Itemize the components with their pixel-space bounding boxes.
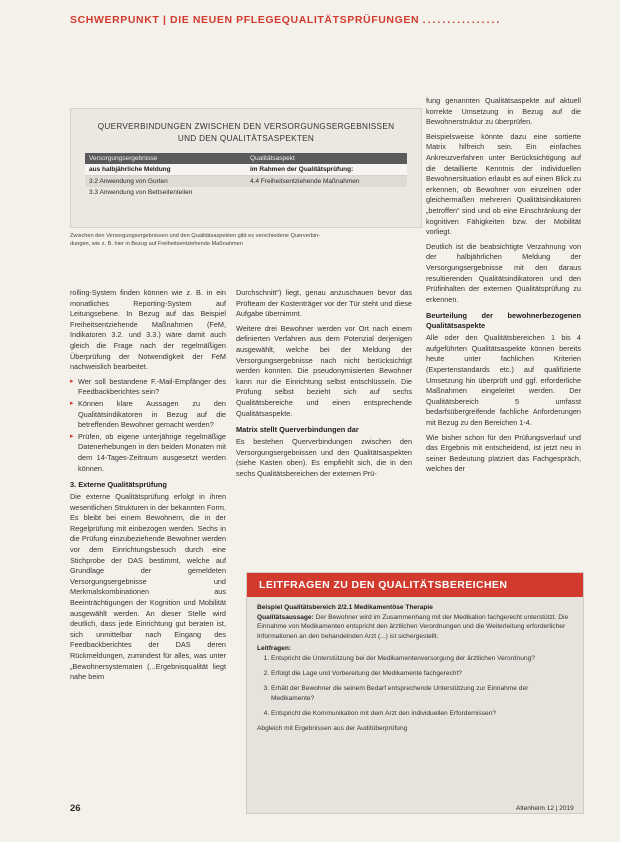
body-paragraph: Alle oder den Qualitätsbereichen 1 bis 4 aufgeführten Qualitätsaspekte können bereits heute unter fachlichen Kriterien (Expertenstandards etc.) auf qualifizierte Umsetzung hin überprüft und ggf. erforderliche Maßnahmen eingeleitet werden. Der Qualitätsbereich 5 umfasst bedarfsübergreifende fachliche Anforderungen mit Bezug zu den Bereichen 1-4.: [426, 333, 581, 428]
table-row: [85, 176, 407, 187]
middle-column: [236, 288, 412, 484]
table-cell: 3.3 Anwendung von Bettseitenteilen: [89, 189, 193, 196]
section-heading: Beurteilung der bewohnerbezogenen Qualitätsaspekte: [426, 311, 581, 331]
table-header-row: [85, 153, 407, 164]
guiding-questions-body: [247, 597, 583, 733]
table-cell: im Rahmen der Qualitätsprüfung:: [250, 166, 354, 173]
questions-list: [257, 654, 573, 718]
caption-line: dungen, wie z. B. hier in Bezug auf Freiheitsentziehende Maßnahmen: [70, 241, 243, 247]
table-cell: 4.4 Freiheitsentziehende Maßnahmen: [250, 178, 360, 185]
section-heading: 3. Externe Qualitätsprüfung: [70, 480, 167, 490]
header-separator: |: [162, 14, 167, 26]
body-paragraph: Durchschnitt“) liegt, genau anzuschauen bevor das Prüfteam der Kostenträger vor der Tür steht und diese Aufgabe übernimmt.: [236, 288, 412, 319]
cross-box-title: [81, 121, 411, 145]
publication-info: Altenheim 12 | 2019: [516, 805, 574, 812]
left-column: [70, 288, 226, 687]
list-item: ▸ Wer soll bestandene F.-Mail-Empfänger des Feedbackberichtes sein?: [70, 377, 226, 398]
body-paragraph: Es bestehen Querverbindungen zwischen den Versorgungsergebnissen und den Qualitätsaspekten (siehe Kasten oben). Es empfiehlt sich, die in den sechs Qualitätsbereichen der externen Prü-: [236, 437, 412, 478]
statement-text: Der Bewohner wird im Zusammenhang mit der Medikation fachgerecht unterstützt. Die Einnahme von Medikamenten entspricht den ärztlichen Verordnungen und die Weiterleitung erforderlicher Informationen an den behandelnden Arzt (...) ist sichergestellt.: [257, 614, 569, 640]
question-item: 4. Entspricht die Kommunikation mit dem Arzt den individuellen Erfordernissen?: [271, 709, 573, 718]
table-header-cell: Versorgungsergebnisse: [89, 155, 158, 162]
body-paragraph: Deutlich ist die beabsichtigte Verzahnung von der halbjährlichen Meldung der Versorgungsergebnisse mit den daraus resultierenden Qualitätsindikatoren und den Prüfinhalten der externen Qualitätsprüfung zu erkennen.: [426, 241, 581, 304]
question-item: 2. Erfolgt die Lage und Vorbereitung der Medikamente fachgerecht?: [271, 669, 573, 678]
cross-reference-box: [70, 108, 422, 228]
cross-box-title-line1: QUERVERBINDUNGEN ZWISCHEN DEN VERSORGUNGSERGEBNISSEN: [97, 122, 395, 131]
questions-label: Leitfragen:: [257, 644, 292, 652]
example-heading: Beispiel Qualitätsbereich 2/2.1 Medikamentöse Therapie: [257, 604, 433, 611]
caption-line: Zwischen den Versorgungsergebnissen und den Qualitätsaspekten gibt es verschiedene Querverbin-: [70, 233, 321, 239]
body-paragraph: fung genannten Qualitätsaspekte auf aktuell korrekte Umsetzung in Bezug auf die Bewohnerstruktur zu überprüfen.: [426, 96, 581, 127]
closing-line: Abgleich mit Ergebnissen aus der Auditüberprüfung: [257, 725, 408, 733]
page-number: 26: [70, 803, 81, 814]
right-column: [426, 96, 581, 479]
header-section: SCHWERPUNKT: [70, 14, 160, 26]
body-paragraph: rolling-System finden können wie z. B. in ein monatliches Reporting-System auf Leitungsebene. In Bezug auf das Beispiel Freiheitsentziehende Maßnahmen (FeM, Indikatoren 3.2. und 3.3.) wäre damit auch gleich die Frage nach der regelmäßigen Überprüfung der Notwendigkeit der FeM nachweislich bearbeitet.: [70, 288, 226, 372]
question-item: 3. Erhält der Bewohner die seinem Bedarf entsprechende Unterstützung zur Einnahme der Medikamente?: [271, 684, 573, 702]
statement-label: Qualitätsaussage:: [257, 614, 314, 622]
cross-box-caption: [70, 232, 420, 248]
body-paragraph: Weitere drei Bewohner werden vor Ort nach einem definierten Verfahren aus dem Potenzial derjenigen ausgewählt, welche bei der Meldung der Versorgungsergebnisse nach nicht berücksichtigt werden konnten. Die pseudonymisierten Bewohner kann nur die Einrichtung selbst entschlüsseln. Die Prüfung selbst bezieht sich auf sechs Qualitätsbereiche und einen entsprechende Qualitätsaspekte.: [236, 323, 412, 418]
running-header: [70, 14, 590, 30]
cross-box-table: [85, 153, 407, 198]
table-row: [85, 187, 407, 198]
guiding-questions-box: [246, 572, 584, 814]
question-item: 1. Entspricht die Unterstützung bei der Medikamentenversorgung der ärztlichen Verordnung?: [271, 654, 573, 663]
table-subheader-row: [85, 164, 407, 176]
table-cell: [246, 187, 407, 198]
bullet-list: [70, 377, 226, 474]
list-item: ▸ Prüfen, ob eigene unterjährige regelmäßige Datenerhebungen in den beiden Monaten mit dem 14-Tages-Zeitraum ausgesetzt werden können.: [70, 432, 226, 474]
body-paragraph: Wie bisher schon für den Prüfungsverlauf und das Ergebnis mit entscheidend, ist jetzt neu in seiner Bedeutung platziert das Fachgespräch, welches der: [426, 432, 581, 474]
list-item: ▸ Können klare Aussagen zu den Qualitätsindikatoren in Bezug auf die betreffenden Bewohner gemacht werden?: [70, 399, 226, 431]
header-topic: DIE NEUEN PFLEGEQUALITÄTSPRÜFUNGEN: [170, 14, 420, 26]
body-paragraph: Beispielsweise könnte dazu eine sortierte Matrix hilfreich sein. Ein einfaches Ankreuzverfahren unter Berücksichtigung auf die detaillierte Kenntnis der individuellen Bewohnersituation erlaubt es auf einen Blick zu erkennen, ob Bewohner von einzelnen oder gleichermaßen mehreren Qualitätsindikatoren „betroffen“ sind und ob eine Einschränkung der kognitiven Fähigkeiten bzw. der Mobilität vorliegt.: [426, 131, 581, 237]
guiding-questions-title: LEITFRAGEN ZU DEN QUALITÄTSBEREICHEN: [247, 573, 583, 597]
cross-box-title-line2: UND DEN QUALITÄTSASPEKTEN: [177, 134, 315, 143]
quality-statement: [257, 613, 573, 641]
table-cell: aus halbjährliche Meldung: [89, 166, 171, 173]
header-dots: ................: [422, 14, 502, 26]
section-heading: Matrix stellt Querverbindungen dar: [236, 425, 359, 435]
body-paragraph: Die externe Qualitätsprüfung erfolgt in ihren wesentlichen Strukturen in der bekannten Form. Es bleibt bei einem Bewohnern, die in der Regelprüfung mit einbezogen werden. Sechs in die Prüfung einzubeziehende Bewohner werden vor dem Einrichtungsbesuch durch eine Stichprobe der DAS bestimmt, welche auf Grundlage der gemeldeten Versorgungsergebnisse und Merkmalskombinationen aus Beeinträchtigungen der Kognition und Mobilität ausgewählt werden. An dieser Stelle wird deutlich, dass jede Einrichtung gut beraten ist, sich unmittelbar nach Eingang des Feedbackberichtes der DAS deren Rückmeldungen, zumindest für alles, was unter „Bewohnersystematen (...Ergebnisqualität liegt nahe beim: [70, 492, 226, 682]
table-cell: 3.2 Anwendung von Gurten: [89, 178, 168, 185]
table-header-cell: Qualitätsaspekt: [250, 155, 295, 162]
